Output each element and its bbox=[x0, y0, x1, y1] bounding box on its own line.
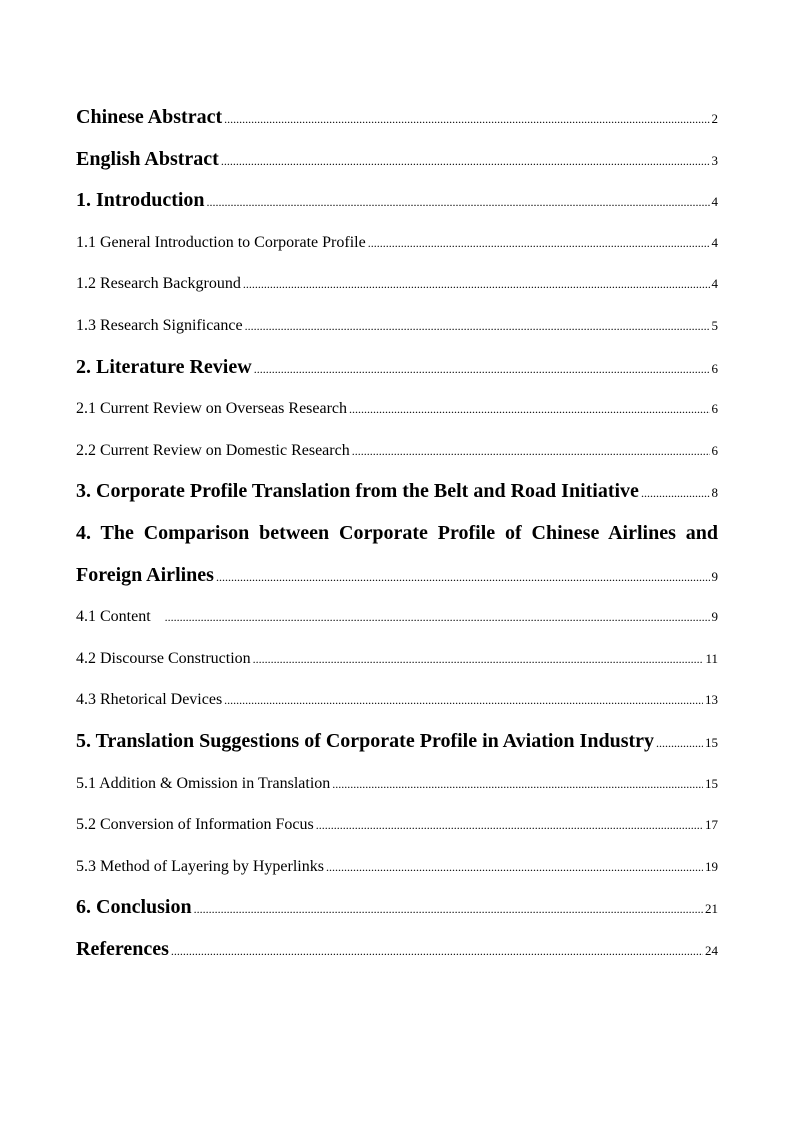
toc-entry-5-1[interactable] bbox=[76, 763, 718, 805]
toc-entry-1-3[interactable] bbox=[76, 305, 718, 347]
toc-entry-1-1[interactable] bbox=[76, 222, 718, 264]
dot-leader bbox=[254, 349, 710, 391]
toc-entry-page: 3 bbox=[711, 152, 718, 168]
toc-entry-title: 4.1 Content bbox=[76, 608, 151, 626]
dot-leader bbox=[656, 723, 703, 765]
toc-entry-literature-review[interactable] bbox=[76, 347, 718, 389]
toc-entry-references[interactable] bbox=[76, 929, 718, 971]
toc-entry-title: 5. Translation Suggestions of Corporate Profile in Aviation Industry bbox=[76, 729, 655, 752]
toc-entry-page: 6 bbox=[711, 360, 718, 376]
toc-entry-5-3[interactable] bbox=[76, 846, 718, 888]
toc-entry-page: 4 bbox=[711, 234, 718, 250]
toc-entry-page: 19 bbox=[705, 858, 718, 874]
dot-leader bbox=[221, 141, 710, 183]
dot-leader bbox=[216, 557, 710, 599]
dot-leader bbox=[326, 847, 703, 889]
toc-entry-page: 17 bbox=[705, 817, 718, 833]
toc-entry-page: 2 bbox=[711, 111, 718, 126]
toc-entry-4-1[interactable] bbox=[76, 596, 718, 638]
toc-entry-2-2[interactable] bbox=[76, 430, 718, 472]
toc-entry-page: 6 bbox=[711, 401, 718, 417]
dot-leader bbox=[245, 306, 710, 348]
dot-leader bbox=[171, 931, 703, 973]
toc-entry-title: Chinese Abstract bbox=[76, 106, 223, 128]
toc-entry-page: 5 bbox=[711, 317, 718, 333]
toc-entry-4-3[interactable] bbox=[76, 679, 718, 721]
dot-leader bbox=[349, 389, 709, 431]
toc-entry-title: References bbox=[76, 937, 169, 960]
toc-entry-conclusion[interactable] bbox=[76, 887, 718, 929]
dot-leader bbox=[243, 264, 710, 306]
toc-entry-title: 5.1 Addition & Omission in Translation bbox=[76, 774, 331, 792]
toc-entry-title: 5.3 Method of Layering by Hyperlinks bbox=[76, 857, 324, 875]
toc-entry-introduction[interactable] bbox=[76, 180, 718, 222]
table-of-contents bbox=[76, 97, 718, 970]
toc-entry-title: 2.2 Current Review on Domestic Research bbox=[76, 441, 350, 459]
dot-leader bbox=[332, 764, 703, 806]
toc-entry-page: 4 bbox=[711, 194, 718, 210]
toc-entry-translation-suggestions[interactable] bbox=[76, 721, 718, 763]
dot-leader bbox=[641, 473, 710, 515]
toc-entry-title: 2. Literature Review bbox=[76, 355, 252, 378]
toc-entry-title: 1.2 Research Background bbox=[76, 275, 241, 293]
toc-entry-4-2[interactable] bbox=[76, 638, 718, 680]
toc-entry-1-2[interactable] bbox=[76, 263, 718, 305]
toc-entry-corporate-profile-translation[interactable] bbox=[76, 471, 718, 513]
toc-entry-title: English Abstract bbox=[76, 147, 219, 170]
toc-entry-title: 4.2 Discourse Construction bbox=[76, 649, 251, 667]
toc-entry-english-abstract[interactable] bbox=[76, 139, 718, 181]
toc-entry-page: 15 bbox=[705, 734, 718, 750]
dot-leader bbox=[352, 431, 710, 473]
toc-entry-page: 8 bbox=[711, 485, 718, 501]
toc-entry-title: 3. Corporate Profile Translation from the Belt and Road Initiative bbox=[76, 480, 639, 503]
toc-entry-chinese-abstract[interactable] bbox=[76, 97, 718, 139]
toc-entry-title: 6. Conclusion bbox=[76, 896, 192, 919]
dot-leader bbox=[207, 182, 710, 224]
toc-entry-2-1[interactable] bbox=[76, 388, 718, 430]
toc-entry-page: 11 bbox=[705, 650, 718, 666]
toc-entry-title: Foreign Airlines bbox=[76, 563, 214, 586]
dot-leader bbox=[316, 805, 703, 847]
toc-entry-page: 6 bbox=[711, 442, 718, 458]
toc-entry-comparison-line1[interactable] bbox=[76, 513, 718, 555]
toc-entry-page: 24 bbox=[705, 942, 718, 958]
toc-entry-title: 2.1 Current Review on Overseas Research bbox=[76, 400, 348, 418]
toc-entry-page: 15 bbox=[705, 775, 718, 791]
toc-entry-page: 13 bbox=[705, 692, 718, 708]
toc-entry-title: 1.3 Research Significance bbox=[76, 316, 243, 334]
toc-entry-page: 21 bbox=[705, 901, 718, 917]
dot-leader bbox=[368, 223, 710, 265]
toc-entry-comparison-line2[interactable] bbox=[76, 555, 718, 597]
dot-leader bbox=[224, 99, 709, 141]
toc-entry-title: 1. Introduction bbox=[76, 189, 205, 212]
dot-leader bbox=[165, 597, 710, 639]
toc-entry-title: 1.1 General Introduction to Corporate Profile bbox=[76, 233, 366, 251]
toc-entry-5-2[interactable] bbox=[76, 804, 718, 846]
toc-entry-page: 9 bbox=[711, 609, 718, 625]
dot-leader bbox=[194, 889, 703, 931]
toc-entry-title: 5.2 Conversion of Information Focus bbox=[76, 816, 314, 834]
dot-leader bbox=[253, 639, 704, 681]
toc-entry-page: 4 bbox=[711, 276, 718, 292]
toc-entry-title: 4.3 Rhetorical Devices bbox=[76, 691, 223, 709]
toc-entry-page: 9 bbox=[711, 568, 718, 584]
dot-leader bbox=[224, 680, 703, 722]
toc-entry-title: 4. The Comparison between Corporate Profile of Chinese Airlines and bbox=[76, 521, 718, 544]
